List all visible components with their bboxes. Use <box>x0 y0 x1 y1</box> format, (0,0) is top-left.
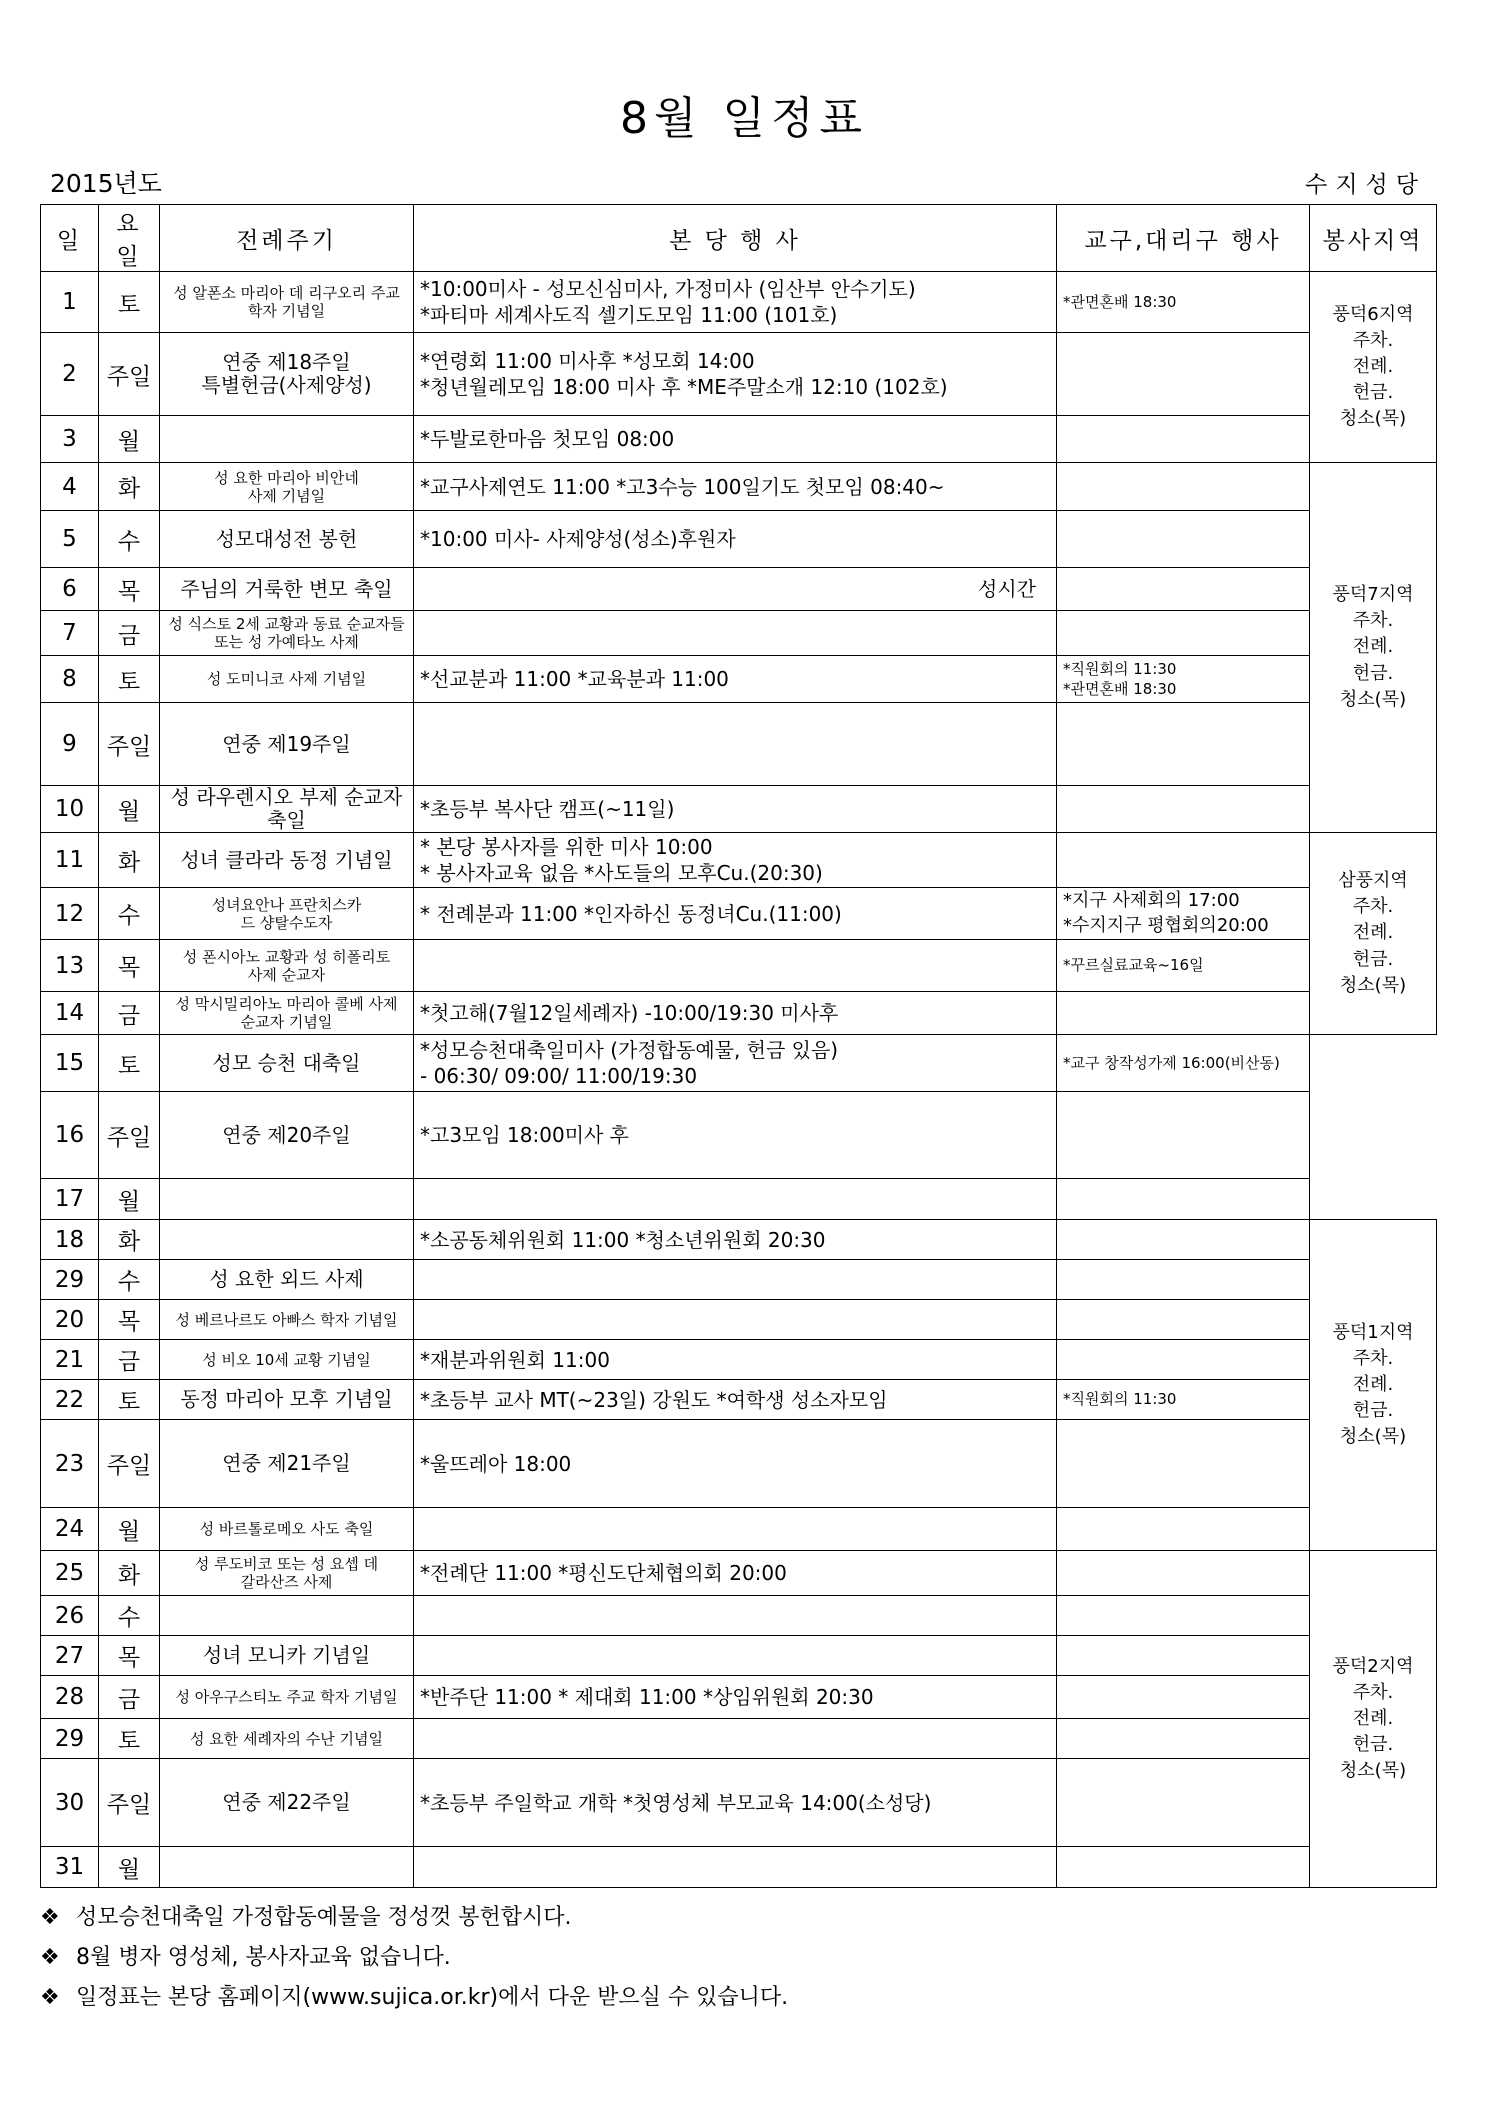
diocese-events-cell <box>1057 1847 1310 1888</box>
day-cell: 5 <box>41 511 99 568</box>
weekday-cell: 금 <box>99 1340 160 1380</box>
liturgy-cell <box>160 1596 414 1636</box>
col-header-parish-events: 본 당 행 사 <box>414 205 1057 272</box>
table-row <box>41 1260 1437 1300</box>
parish-events-cell: *선교분과 11:00 *교육분과 11:00 <box>414 656 1057 703</box>
diocese-events-cell <box>1057 1260 1310 1300</box>
schedule-table <box>40 204 1437 1888</box>
table-row <box>41 1220 1437 1260</box>
day-cell: 11 <box>41 833 99 888</box>
diocese-events-cell <box>1057 463 1310 511</box>
liturgy-cell: 성녀 클라라 동정 기념일 <box>160 833 414 888</box>
day-cell: 26 <box>41 1596 99 1636</box>
day-cell: 3 <box>41 416 99 463</box>
weekday-cell: 화 <box>99 1551 160 1596</box>
diocese-events-cell: *직원회의 11:30 <box>1057 1380 1310 1420</box>
weekday-cell: 목 <box>99 568 160 611</box>
table-row <box>41 888 1437 940</box>
table-row <box>41 1340 1437 1380</box>
liturgy-cell: 성 폰시아노 교황과 성 히폴리토 사제 순교자 <box>160 940 414 992</box>
service-area-cell: 풍덕6지역 주차. 전례. 헌금. 청소(목) <box>1310 272 1437 463</box>
diocese-events-cell <box>1057 1092 1310 1179</box>
liturgy-cell: 성모대성전 봉헌 <box>160 511 414 568</box>
day-cell: 15 <box>41 1035 99 1092</box>
day-cell: 20 <box>41 1300 99 1340</box>
parish-events-cell: * 전례분과 11:00 *인자하신 동정녀Cu.(11:00) <box>414 888 1057 940</box>
day-cell: 29 <box>41 1719 99 1759</box>
diocese-events-cell <box>1057 416 1310 463</box>
diocese-events-cell <box>1057 703 1310 786</box>
table-row <box>41 1508 1437 1551</box>
diocese-events-cell <box>1057 1179 1310 1220</box>
day-cell: 4 <box>41 463 99 511</box>
diocese-events-cell <box>1057 992 1310 1035</box>
day-cell: 17 <box>41 1179 99 1220</box>
table-row <box>41 333 1437 416</box>
parish-events-cell <box>414 1300 1057 1340</box>
year-label: 2015년도 <box>50 169 162 198</box>
weekday-cell: 토 <box>99 272 160 333</box>
liturgy-cell: 연중 제21주일 <box>160 1420 414 1508</box>
day-cell: 22 <box>41 1380 99 1420</box>
liturgy-cell: 연중 제18주일 특별헌금(사제양성) <box>160 333 414 416</box>
weekday-cell: 수 <box>99 888 160 940</box>
church-name: 수지성당 <box>1305 172 1426 198</box>
day-cell: 14 <box>41 992 99 1035</box>
table-row <box>41 1596 1437 1636</box>
service-area-cell: 풍덕7지역 주차. 전례. 헌금. 청소(목) <box>1310 463 1437 833</box>
liturgy-cell: 성 요한 마리아 비안네 사제 기념일 <box>160 463 414 511</box>
parish-events-cell <box>414 703 1057 786</box>
diocese-events-cell <box>1057 511 1310 568</box>
weekday-cell: 금 <box>99 611 160 656</box>
weekday-cell: 월 <box>99 1847 160 1888</box>
parish-events-cell: *반주단 11:00 * 제대회 11:00 *상임위원회 20:30 <box>414 1676 1057 1719</box>
parish-events-cell: *울뜨레아 18:00 <box>414 1420 1057 1508</box>
weekday-cell: 화 <box>99 1220 160 1260</box>
parish-events-cell: *10:00미사 - 성모신심미사, 가정미사 (임산부 안수기도) *파티마 세계사도직 셀기도모임 11:00 (101호) <box>414 272 1057 333</box>
liturgy-cell: 성녀요안나 프란치스카 드 샹탈수도자 <box>160 888 414 940</box>
day-cell: 21 <box>41 1340 99 1380</box>
day-cell: 23 <box>41 1420 99 1508</box>
liturgy-cell: 동정 마리아 모후 기념일 <box>160 1380 414 1420</box>
liturgy-cell: 연중 제20주일 <box>160 1092 414 1179</box>
weekday-cell: 목 <box>99 940 160 992</box>
liturgy-cell: 성모 승천 대축일 <box>160 1035 414 1092</box>
diocese-events-cell: *직원회의 11:30 *관면혼배 18:30 <box>1057 656 1310 703</box>
liturgy-cell <box>160 1179 414 1220</box>
parish-events-cell: 성시간 <box>414 568 1057 611</box>
table-row <box>41 1847 1437 1888</box>
day-cell: 6 <box>41 568 99 611</box>
table-row <box>41 1300 1437 1340</box>
footer-notes <box>40 1898 788 2018</box>
table-row <box>41 1179 1437 1220</box>
diocese-events-cell: *관면혼배 18:30 <box>1057 272 1310 333</box>
parish-events-cell <box>414 1847 1057 1888</box>
table-row <box>41 1551 1437 1596</box>
day-cell: 9 <box>41 703 99 786</box>
weekday-cell: 주일 <box>99 1420 160 1508</box>
parish-events-cell: *소공동체위원회 11:00 *청소년위원회 20:30 <box>414 1220 1057 1260</box>
table-row <box>41 1420 1437 1508</box>
diocese-events-cell <box>1057 1719 1310 1759</box>
table-row <box>41 611 1437 656</box>
parish-events-cell <box>414 1636 1057 1676</box>
liturgy-cell: 성 도미니코 사제 기념일 <box>160 656 414 703</box>
weekday-cell: 금 <box>99 1676 160 1719</box>
diamond-bullet-icon: ❖ <box>40 1945 60 1970</box>
table-row <box>41 463 1437 511</box>
weekday-cell: 토 <box>99 1719 160 1759</box>
table-row <box>41 1636 1437 1676</box>
parish-events-cell <box>414 611 1057 656</box>
weekday-cell: 토 <box>99 1380 160 1420</box>
liturgy-cell: 성 알폰소 마리아 데 리구오리 주교 학자 기념일 <box>160 272 414 333</box>
parish-events-cell: * 본당 봉사자를 위한 미사 10:00 * 봉사자교육 없음 *사도들의 모후Cu.(20:30) <box>414 833 1057 888</box>
parish-events-cell <box>414 1260 1057 1300</box>
weekday-cell: 수 <box>99 511 160 568</box>
table-row <box>41 1092 1437 1179</box>
diocese-events-cell <box>1057 1759 1310 1847</box>
diocese-events-cell <box>1057 611 1310 656</box>
parish-events-cell <box>414 1596 1057 1636</box>
liturgy-cell: 성 식스토 2세 교황과 동료 순교자들 또는 성 가예타노 사제 <box>160 611 414 656</box>
col-header-diocese-events: 교구,대리구 행사 <box>1057 205 1310 272</box>
diocese-events-cell <box>1057 1636 1310 1676</box>
table-row <box>41 786 1437 833</box>
table-row <box>41 1035 1437 1092</box>
day-cell: 12 <box>41 888 99 940</box>
parish-events-cell: *성모승천대축일미사 (가정합동예물, 헌금 있음) - 06:30/ 09:00/ 11:00/19:30 <box>414 1035 1057 1092</box>
diocese-events-cell <box>1057 1220 1310 1260</box>
col-header-service-area: 봉사지역 <box>1310 205 1437 272</box>
liturgy-cell <box>160 416 414 463</box>
diocese-events-cell <box>1057 333 1310 416</box>
diocese-events-cell <box>1057 1596 1310 1636</box>
day-cell: 2 <box>41 333 99 416</box>
day-cell: 8 <box>41 656 99 703</box>
diocese-events-cell <box>1057 786 1310 833</box>
col-header-liturgy: 전례주기 <box>160 205 414 272</box>
liturgy-cell: 성 요한 세례자의 수난 기념일 <box>160 1719 414 1759</box>
day-cell: 10 <box>41 786 99 833</box>
weekday-cell: 월 <box>99 1508 160 1551</box>
day-cell: 16 <box>41 1092 99 1179</box>
day-cell: 13 <box>41 940 99 992</box>
table-row <box>41 656 1437 703</box>
weekday-cell: 화 <box>99 833 160 888</box>
liturgy-cell: 성 라우렌시오 부제 순교자 축일 <box>160 786 414 833</box>
table-row <box>41 272 1437 333</box>
diocese-events-cell <box>1057 1300 1310 1340</box>
liturgy-cell: 성 바르톨로메오 사도 축일 <box>160 1508 414 1551</box>
liturgy-cell: 성 막시밀리아노 마리아 콜베 사제 순교자 기념일 <box>160 992 414 1035</box>
table-row <box>41 1719 1437 1759</box>
parish-events-cell: *교구사제연도 11:00 *고3수능 100일기도 첫모임 08:40~ <box>414 463 1057 511</box>
table-header-row <box>41 205 1437 272</box>
weekday-cell: 목 <box>99 1636 160 1676</box>
day-cell: 27 <box>41 1636 99 1676</box>
diamond-bullet-icon: ❖ <box>40 1985 60 2010</box>
parish-events-cell: *연령회 11:00 미사후 *성모회 14:00 *청년월레모임 18:00 미사 후 *ME주말소개 12:10 (102호) <box>414 333 1057 416</box>
diocese-events-cell <box>1057 1420 1310 1508</box>
day-cell: 24 <box>41 1508 99 1551</box>
note-1: ❖ 성모승천대축일 가정합동예물을 정성껏 봉헌합시다. <box>40 1898 788 1938</box>
liturgy-cell: 성 아우구스티노 주교 학자 기념일 <box>160 1676 414 1719</box>
table-row <box>41 416 1437 463</box>
liturgy-cell <box>160 1220 414 1260</box>
table-row <box>41 940 1437 992</box>
parish-events-cell <box>414 1719 1057 1759</box>
weekday-cell: 수 <box>99 1260 160 1300</box>
col-header-weekday: 요일 <box>99 205 160 272</box>
diocese-events-cell <box>1057 1340 1310 1380</box>
diocese-events-cell <box>1057 1676 1310 1719</box>
parish-events-cell: *두발로한마음 첫모임 08:00 <box>414 416 1057 463</box>
parish-events-cell: *첫고해(7월12일세례자) -10:00/19:30 미사후 <box>414 992 1057 1035</box>
service-area-cell: 삼풍지역 주차. 전례. 헌금. 청소(목) <box>1310 833 1437 1035</box>
diocese-events-cell: *교구 창작성가제 16:00(비산동) <box>1057 1035 1310 1092</box>
col-header-day: 일 <box>41 205 99 272</box>
parish-events-cell <box>414 1179 1057 1220</box>
diocese-events-cell <box>1057 833 1310 888</box>
service-area-cell: 풍덕2지역 주차. 전례. 헌금. 청소(목) <box>1310 1551 1437 1888</box>
weekday-cell: 토 <box>99 656 160 703</box>
weekday-cell: 주일 <box>99 1092 160 1179</box>
liturgy-cell: 성녀 모니카 기념일 <box>160 1636 414 1676</box>
diocese-events-cell <box>1057 1508 1310 1551</box>
weekday-cell: 화 <box>99 463 160 511</box>
parish-events-cell: *재분과위원회 11:00 <box>414 1340 1057 1380</box>
diocese-events-cell: *지구 사제회의 17:00 *수지지구 평협회의20:00 <box>1057 888 1310 940</box>
weekday-cell: 월 <box>99 786 160 833</box>
liturgy-cell: 성 비오 10세 교황 기념일 <box>160 1340 414 1380</box>
diocese-events-cell: *꾸르실료교육~16일 <box>1057 940 1310 992</box>
parish-events-cell: *전례단 11:00 *평신도단체협의회 20:00 <box>414 1551 1057 1596</box>
weekday-cell: 목 <box>99 1300 160 1340</box>
table-row <box>41 568 1437 611</box>
parish-events-cell <box>414 1508 1057 1551</box>
weekday-cell: 월 <box>99 416 160 463</box>
page-title: 8월 일정표 <box>620 93 868 144</box>
parish-events-cell <box>414 940 1057 992</box>
weekday-cell: 주일 <box>99 1759 160 1847</box>
weekday-cell: 금 <box>99 992 160 1035</box>
day-cell: 29 <box>41 1260 99 1300</box>
table-row <box>41 833 1437 888</box>
day-cell: 25 <box>41 1551 99 1596</box>
liturgy-cell: 주님의 거룩한 변모 축일 <box>160 568 414 611</box>
liturgy-cell: 연중 제22주일 <box>160 1759 414 1847</box>
table-row <box>41 511 1437 568</box>
day-cell: 18 <box>41 1220 99 1260</box>
table-row <box>41 1380 1437 1420</box>
table-row <box>41 1676 1437 1719</box>
weekday-cell: 주일 <box>99 703 160 786</box>
service-area-cell: 풍덕1지역 주차. 전례. 헌금. 청소(목) <box>1310 1220 1437 1551</box>
liturgy-cell: 연중 제19주일 <box>160 703 414 786</box>
day-cell: 1 <box>41 272 99 333</box>
weekday-cell: 주일 <box>99 333 160 416</box>
table-row <box>41 703 1437 786</box>
liturgy-cell <box>160 1847 414 1888</box>
diamond-bullet-icon: ❖ <box>40 1905 60 1930</box>
parish-events-cell: *10:00 미사- 사제양성(성소)후원자 <box>414 511 1057 568</box>
liturgy-cell: 성 루도비코 또는 성 요셉 데 갈라산즈 사제 <box>160 1551 414 1596</box>
parish-events-cell: *초등부 교사 MT(~23일) 강원도 *여학생 성소자모임 <box>414 1380 1057 1420</box>
parish-events-cell: *고3모임 18:00미사 후 <box>414 1092 1057 1179</box>
note-3: ❖ 일정표는 본당 홈페이지(www.sujica.or.kr)에서 다운 받으실 수 있습니다. <box>40 1978 788 2018</box>
day-cell: 30 <box>41 1759 99 1847</box>
weekday-cell: 수 <box>99 1596 160 1636</box>
diocese-events-cell <box>1057 568 1310 611</box>
parish-events-cell: *초등부 복사단 캠프(~11일) <box>414 786 1057 833</box>
day-cell: 7 <box>41 611 99 656</box>
weekday-cell: 월 <box>99 1179 160 1220</box>
liturgy-cell: 성 베르나르도 아빠스 학자 기념일 <box>160 1300 414 1340</box>
note-2: ❖ 8월 병자 영성체, 봉사자교육 없습니다. <box>40 1938 788 1978</box>
weekday-cell: 토 <box>99 1035 160 1092</box>
table-row <box>41 992 1437 1035</box>
liturgy-cell: 성 요한 외드 사제 <box>160 1260 414 1300</box>
table-row <box>41 1759 1437 1847</box>
diocese-events-cell <box>1057 1551 1310 1596</box>
day-cell: 31 <box>41 1847 99 1888</box>
parish-events-cell: *초등부 주일학교 개학 *첫영성체 부모교육 14:00(소성당) <box>414 1759 1057 1847</box>
day-cell: 28 <box>41 1676 99 1719</box>
